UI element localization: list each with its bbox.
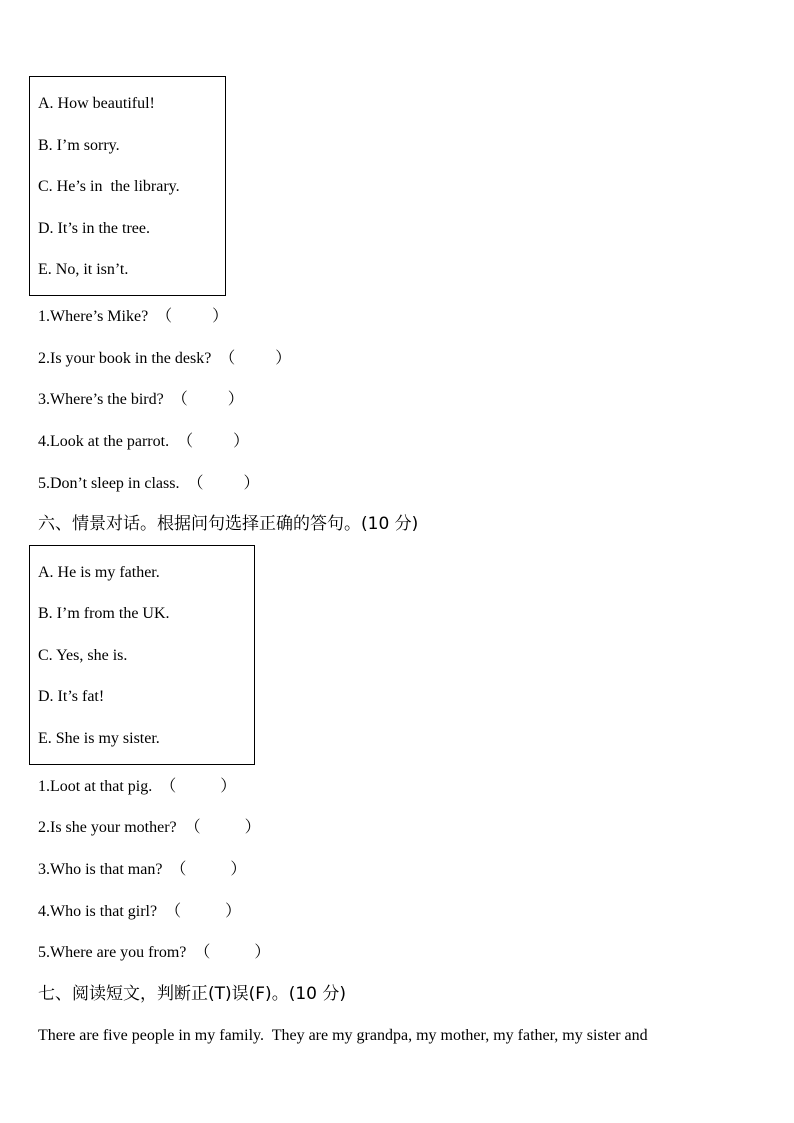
section-6-heading: 六、情景对话。根据问句选择正确的答句。(10 分) — [38, 514, 419, 534]
question-5: 5.Where are you from? （ ） — [38, 944, 271, 961]
section-7-heading: 七、阅读短文，判断正(T)误(F)。(10 分) — [38, 984, 346, 1004]
option-d: D. It’s in the tree. — [38, 220, 150, 237]
question-4: 4.Who is that girl? （ ） — [38, 903, 242, 920]
option-b: B. I’m sorry. — [38, 137, 120, 154]
options-box-2 — [29, 545, 255, 765]
question-3: 3.Who is that man? （ ） — [38, 861, 247, 878]
option-a: A. He is my father. — [38, 564, 160, 581]
option-c: C. Yes, she is. — [38, 647, 128, 664]
question-5: 5.Don’t sleep in class. （ ） — [38, 475, 260, 492]
question-1: 1.Where’s Mike? （ ） — [38, 308, 229, 325]
option-e: E. No, it isn’t. — [38, 261, 129, 278]
question-2: 2.Is your book in the desk? （ ） — [38, 350, 292, 367]
option-e: E. She is my sister. — [38, 730, 160, 747]
option-c: C. He’s in the library. — [38, 178, 180, 195]
question-3: 3.Where’s the bird? （ ） — [38, 391, 244, 408]
question-2: 2.Is she your mother? （ ） — [38, 819, 261, 836]
question-4: 4.Look at the parrot. （ ） — [38, 433, 250, 450]
options-box-1 — [29, 76, 226, 296]
reading-passage: There are five people in my family. They are my grandpa, my mother, my father, my sister and — [38, 1027, 648, 1044]
option-b: B. I’m from the UK. — [38, 605, 170, 622]
question-1: 1.Loot at that pig. （ ） — [38, 778, 237, 795]
option-d: D. It’s fat! — [38, 688, 105, 705]
option-a: A. How beautiful! — [38, 95, 155, 112]
